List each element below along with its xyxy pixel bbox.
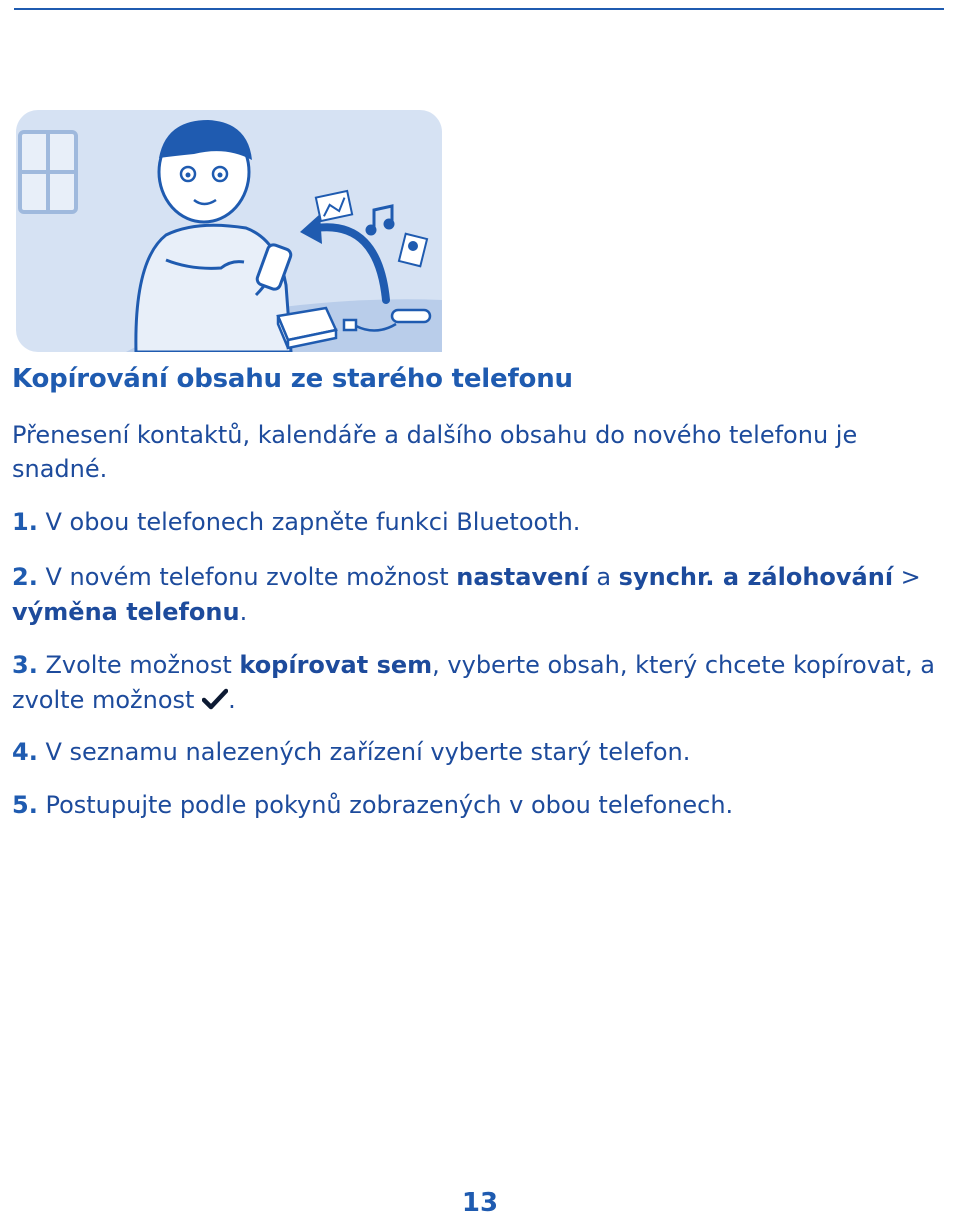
menu-option-vymena: výměna telefonu (12, 598, 240, 626)
step-text: a (588, 563, 619, 591)
step-1 (12, 505, 952, 540)
step-text: V novém telefonu zvolte možnost (45, 563, 457, 591)
check-icon (202, 688, 228, 710)
step-text: V obou telefonech zapněte funkci Bluetooth. (45, 508, 581, 536)
menu-option-kopirovat: kopírovat sem (239, 651, 433, 679)
step-5 (12, 788, 952, 823)
step-number: 5. (12, 791, 38, 819)
page-number: 13 (461, 1188, 499, 1218)
top-rule (14, 8, 944, 10)
step-2 (12, 560, 952, 630)
step-number: 2. (12, 563, 38, 591)
step-text: V seznamu nalezených zařízení vyberte starý telefon. (45, 738, 691, 766)
step-text: , vyberte obsah, který chcete kopírovat, a zvolte možnost (12, 651, 935, 714)
step-text: . (228, 686, 236, 714)
step-text: . (239, 598, 248, 626)
menu-option-synchr: synchr. a zálohování (618, 563, 894, 591)
menu-option-nastaveni: nastavení (456, 563, 589, 591)
window-icon (20, 132, 76, 212)
step-3 (12, 648, 952, 718)
step-number: 3. (12, 651, 38, 679)
step-number: 1. (12, 508, 38, 536)
illustration (16, 110, 442, 352)
step-text: > (893, 563, 921, 591)
step-text: Postupujte podle pokynů zobrazených v obou telefonech. (45, 791, 734, 819)
step-number: 4. (12, 738, 38, 766)
page-title: Kopírování obsahu ze starého telefonu (12, 364, 573, 394)
image-icon (316, 191, 352, 221)
step-4 (12, 735, 952, 770)
step-text: Zvolte možnost (45, 651, 240, 679)
intro-paragraph: Přenesení kontaktů, kalendáře a dalšího obsahu do nového telefonu je snadné. (12, 421, 858, 483)
